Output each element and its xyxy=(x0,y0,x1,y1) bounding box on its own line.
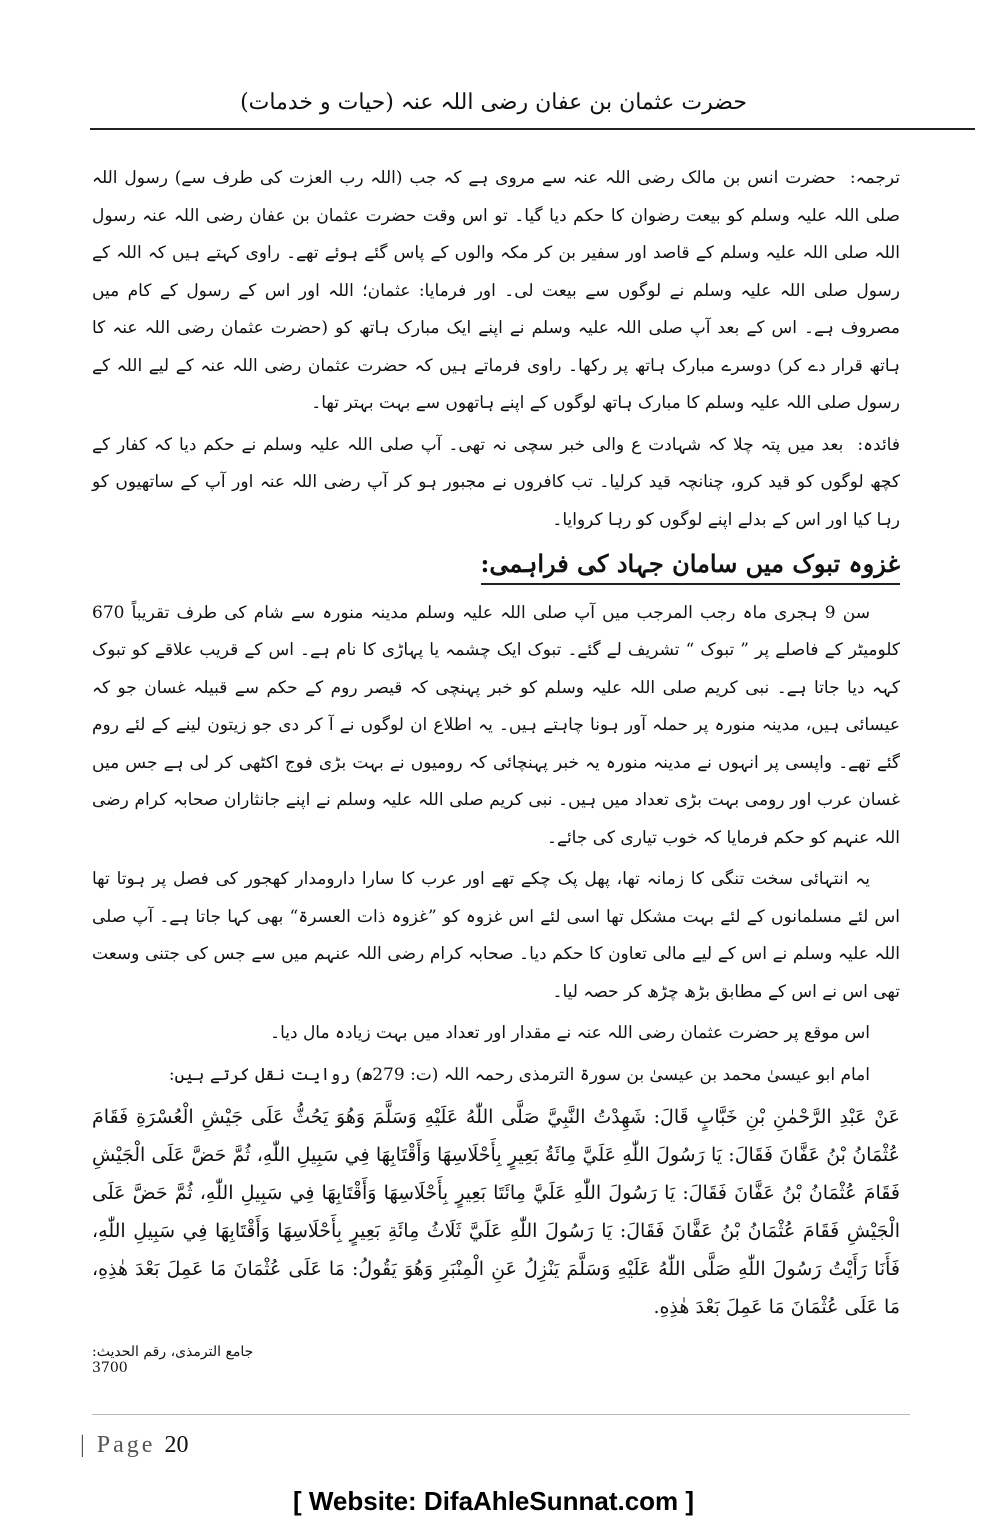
section-heading: غزوہ تبوک میں سامان جہاد کی فراہمی: xyxy=(481,547,900,585)
tabuk-paragraph: سن 9 ہجری ماہ رجب المرجب میں آپ صلی اللہ علیہ وسلم مدینہ منورہ سے شام کی طرف تقریباً 670 کلومیٹر کے فاصلے پر ” تبوک “ تشریف لے گئے۔ تبوک ایک چشمہ یا پہاڑی کا نام ہے۔ اس کے قریب علاقے کو تبوک کہہ دیا جاتا ہے۔ نبی کریم صلی اللہ علیہ وسلم کو خبر پہنچی کہ قیصر روم کے حکم سے قبیلہ غسان جو کہ عیسائی ہیں، مدینہ منورہ پر حملہ آور ہونا چاہتے ہیں۔ یہ اطلاع ان لوگوں نے آ کر دی جو زیتون لینے کے لئے روم گئے تھے۔ واپسی پر انہوں نے مدینہ منورہ یہ خبر پہنچائی کہ رومیوں نے بہت بڑی فوج اکٹھی کر لی ہے جس میں غسان عرب اور رومی بہت بڑی تعداد میں ہیں۔ نبی کریم صلی اللہ علیہ وسلم نے اپنے جانثاران صحابہ کرام رضی اللہ عنہم کو حکم فرمایا کہ خوب تیاری کی جائے۔ xyxy=(92,602,900,848)
page-number: 20 xyxy=(164,1432,189,1458)
uthman-contribution-paragraph: اس موقع پر حضرت عثمان رضی اللہ عنہ نے مقدار اور تعداد میں بہت زیادہ مال دیا۔ xyxy=(270,1023,870,1043)
tirmidhi-intro-paragraph: امام ابو عیسیٰ محمد بن عیسیٰ بن سورۃ الترمذی رحمہ اللہ (ت: 279ھ) روایت نقل کرتے ہیں: xyxy=(168,1064,870,1085)
translation-paragraph xyxy=(92,160,900,423)
section-heading-wrap xyxy=(92,547,900,587)
benefit-paragraph xyxy=(92,427,900,540)
benefit-text: بعد میں پتہ چلا کہ شہادت ع والی خبر سچی نہ تھی۔ آپ صلی اللہ علیہ وسلم نے حکم دیا کہ کفار کے کچھ لوگوں کو قید کرو، چنانچہ قید کرلیا۔ تب کافروں نے مجبور ہو کر آپ رضی اللہ عنہ اور آپ کے ساتھیوں کو رہا کیا اور اس کے بدلے اپنے لوگوں کو رہا کروایا۔ xyxy=(92,434,900,530)
page-header-title: حضرت عثمان بن عفان رضی اللہ عنہ (حیات و خدمات) xyxy=(240,90,747,115)
hardship-paragraph: یہ انتہائی سخت تنگی کا زمانہ تھا، پھل پک چکے تھے اور عرب کا سارا دارومدار کھجور کی فصل پر ہوتا تھا اس لئے مسلمانوں کے لئے بہت مشکل تھا اسی لئے اس غزوہ کو ”غزوہ ذات العسرۃ“ بھی کہا جاتا ہے۔ آپ صلی اللہ علیہ وسلم نے اس کے لیے مالی تعاون کا حکم دیا۔ صحابہ کرام رضی اللہ عنہم میں سے جس کی جتنی وسعت تھی اس نے اس کے مطابق بڑھ چڑھ کر حصہ لیا۔ xyxy=(92,869,900,1002)
benefit-label: فائدہ: xyxy=(857,434,900,455)
translation-label: ترجمہ: xyxy=(849,168,900,188)
page-body xyxy=(92,160,900,1330)
footer-divider xyxy=(92,1414,910,1415)
page-label: | Page xyxy=(80,1432,165,1458)
translation-text: حضرت انس بن مالک رضی اللہ عنہ سے مروی ہے کہ جب (اللہ رب العزت کی طرف سے) رسول اللہ صلی اللہ علیہ وسلم کو بیعت رضوان کا حکم دیا گیا۔ تو اس وقت حضرت عثمان بن عفان رضی اللہ عنہ رسول اللہ صلی اللہ علیہ وسلم کے قاصد اور سفیر بن کر مکہ والوں کے پاس گئے ہوئے تھے۔ راوی کہتے ہیں کہ اللہ کے رسول صلی اللہ علیہ وسلم نے لوگوں سے بیعت لی۔ اور فرمایا: عثمان؛ اللہ اور اس کے رسول کے کام میں مصروف ہے۔ اس کے بعد آپ صلی اللہ علیہ وسلم نے اپنے ایک مبارک ہاتھ کو (حضرت عثمان رضی اللہ عنہ کا ہاتھ قرار دے کر) دوسرے مبارک ہاتھ پر رکھا۔ راوی فرماتے ہیں کہ حضرت عثمان رضی اللہ عنہ کے لیے اللہ کے رسول صلی اللہ علیہ وسلم کا مبارک ہاتھ لوگوں کے اپنے ہاتھوں سے بہت بہتر تھا۔ xyxy=(92,168,900,413)
hadith-reference: جامع الترمذی، رقم الحدیث: 3700 xyxy=(92,1344,254,1376)
page-number-block xyxy=(80,1432,188,1459)
hadith-arabic-text: عَنْ عَبْدِ الرَّحْمٰنِ بْنِ خَبَّابٍ قَالَ: شَهِدْتُ النَّبِيَّ صَلَّى اللّٰهُ عَلَيْهِ وَسَلَّمَ وَهُوَ يَحُثُّ عَلَى جَيْشِ الْعُسْرَةِ فَقَامَ عُثْمَانُ بْنُ عَفَّانَ فَقَالَ: يَا رَسُولَ اللّٰهِ عَلَيَّ مِائَةُ بَعِيرٍ بِأَحْلَاسِهَا وَأَقْتَابِهَا فِي سَبِيلِ اللّٰهِ، ثُمَّ حَضَّ عَلَى الْجَيْشِ فَقَامَ عُثْمَانُ بْنُ عَفَّانَ فَقَالَ: يَا رَسُولَ اللّٰهِ عَلَيَّ مِائَتَا بَعِيرٍ بِأَحْلَاسِهَا وَأَقْتَابِهَا فِي سَبِيلِ اللّٰهِ، ثُمَّ حَضَّ عَلَى الْجَيْشِ فَقَامَ عُثْمَانُ بْنُ عَفَّانَ فَقَالَ: يَا رَسُولَ اللّٰهِ عَلَيَّ ثَلَاثُ مِائَةِ بَعِيرٍ بِأَحْلَاسِهَا وَأَقْتَابِهَا فِي سَبِيلِ اللّٰهِ، فَأَنَا رَأَيْتُ رَسُولَ اللّٰهِ صَلَّى اللّٰهُ عَلَيْهِ وَسَلَّمَ يَنْزِلُ عَنِ الْمِنْبَرِ وَهُوَ يَقُولُ: مَا عَلَى عُثْمَانَ مَا عَمِلَ بَعْدَ هٰذِهِ، مَا عَلَى عُثْمَانَ مَا عَمِلَ بَعْدَ هٰذِهِ. xyxy=(92,1106,900,1318)
header-divider xyxy=(90,128,975,130)
website-banner: [ Website: DifaAhleSunnat.com ] xyxy=(292,1486,695,1516)
